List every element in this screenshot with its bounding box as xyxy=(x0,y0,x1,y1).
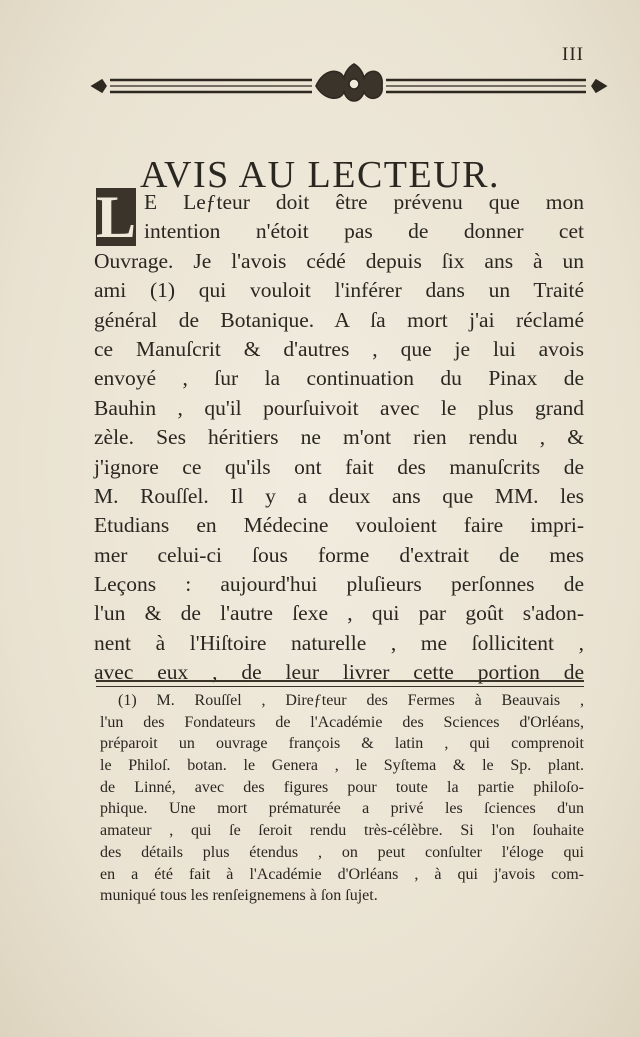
footnote-line: préparoit un ouvrage françois & latin , qui comprenoit xyxy=(100,735,584,753)
footnote-line: amateur , qui ſe ſeroit rendu très-célèbre. Si l'on ſouhaite xyxy=(100,822,584,840)
main-text xyxy=(94,184,584,688)
footnote-line: de Linné, avec des figures pour toute la partie philoſo- xyxy=(100,778,584,796)
text-line: j'ignore ce qu'ils ont fait des manuſcrits de xyxy=(94,454,584,479)
footnote-line: des détails plus étendus , on peut conſulter l'éloge qui xyxy=(100,843,584,861)
footnote-line: en a été fait à l'Académie d'Orléans , à qui j'avois com- xyxy=(100,865,584,883)
text-line: zèle. Ses héritiers ne m'ont rien rendu , & xyxy=(94,425,584,450)
footnote-separator xyxy=(96,680,584,687)
footnote-line: (1) M. Rouſſel , Direƒteur des Fermes à Beauvais , xyxy=(118,692,584,709)
text-line: général de Botanique. A ſa mort j'ai réclamé xyxy=(94,307,584,332)
footnote-line: muniqué tous les renſeignemens à ſon ſujet. xyxy=(100,887,378,905)
text-line: ami (1) qui vouloit l'inférer dans un Traité xyxy=(94,278,584,303)
text-line: E Leƒteur doit être prévenu que mon xyxy=(144,190,584,214)
text-line: Etudians en Médecine vouloient faire impri- xyxy=(94,513,584,538)
footnote-line: l'un des Fondateurs de l'Académie des Sciences d'Orléans, xyxy=(100,713,584,731)
text-line: ce Manuſcrit & d'autres , que je lui avois xyxy=(94,336,584,361)
footnote-line: phique. Une mort prématurée a privé les ſciences d'un xyxy=(100,800,584,818)
ornamental-headpiece-icon xyxy=(88,62,610,106)
text-line: Bauhin , qu'il pourſuivoit avec le plus grand xyxy=(94,395,584,420)
text-line: M. Rouſſel. Il y a deux ans que MM. les xyxy=(94,483,584,508)
page-number: III xyxy=(562,44,584,65)
text-line: Leçons : aujourd'hui pluſieurs perſonnes de xyxy=(94,572,584,597)
text-line: envoyé , ſur la continuation du Pinax de xyxy=(94,366,584,391)
text-line: l'un & de l'autre ſexe , qui par goût s'adon- xyxy=(94,601,584,626)
drop-cap: L xyxy=(95,184,137,250)
footnote-line: le Philoſ. botan. le Genera , le Syſtema & le Sp. plant. xyxy=(100,757,584,775)
text-line: nent à l'Hiſtoire naturelle , me ſollicitent , xyxy=(94,630,584,655)
text-line: intention n'étoit pas de donner cet xyxy=(144,219,584,244)
text-line: Ouvrage. Je l'avois cédé depuis ſix ans à un xyxy=(94,248,584,273)
text-line: mer celui-ci ſous forme d'extrait de mes xyxy=(94,542,584,567)
text-line: avec eux , de leur livrer cette portion de xyxy=(94,660,584,685)
footnote xyxy=(100,690,584,907)
page-title: AVIS AU LECTEUR. xyxy=(139,154,501,197)
first-paragraph xyxy=(94,184,584,250)
